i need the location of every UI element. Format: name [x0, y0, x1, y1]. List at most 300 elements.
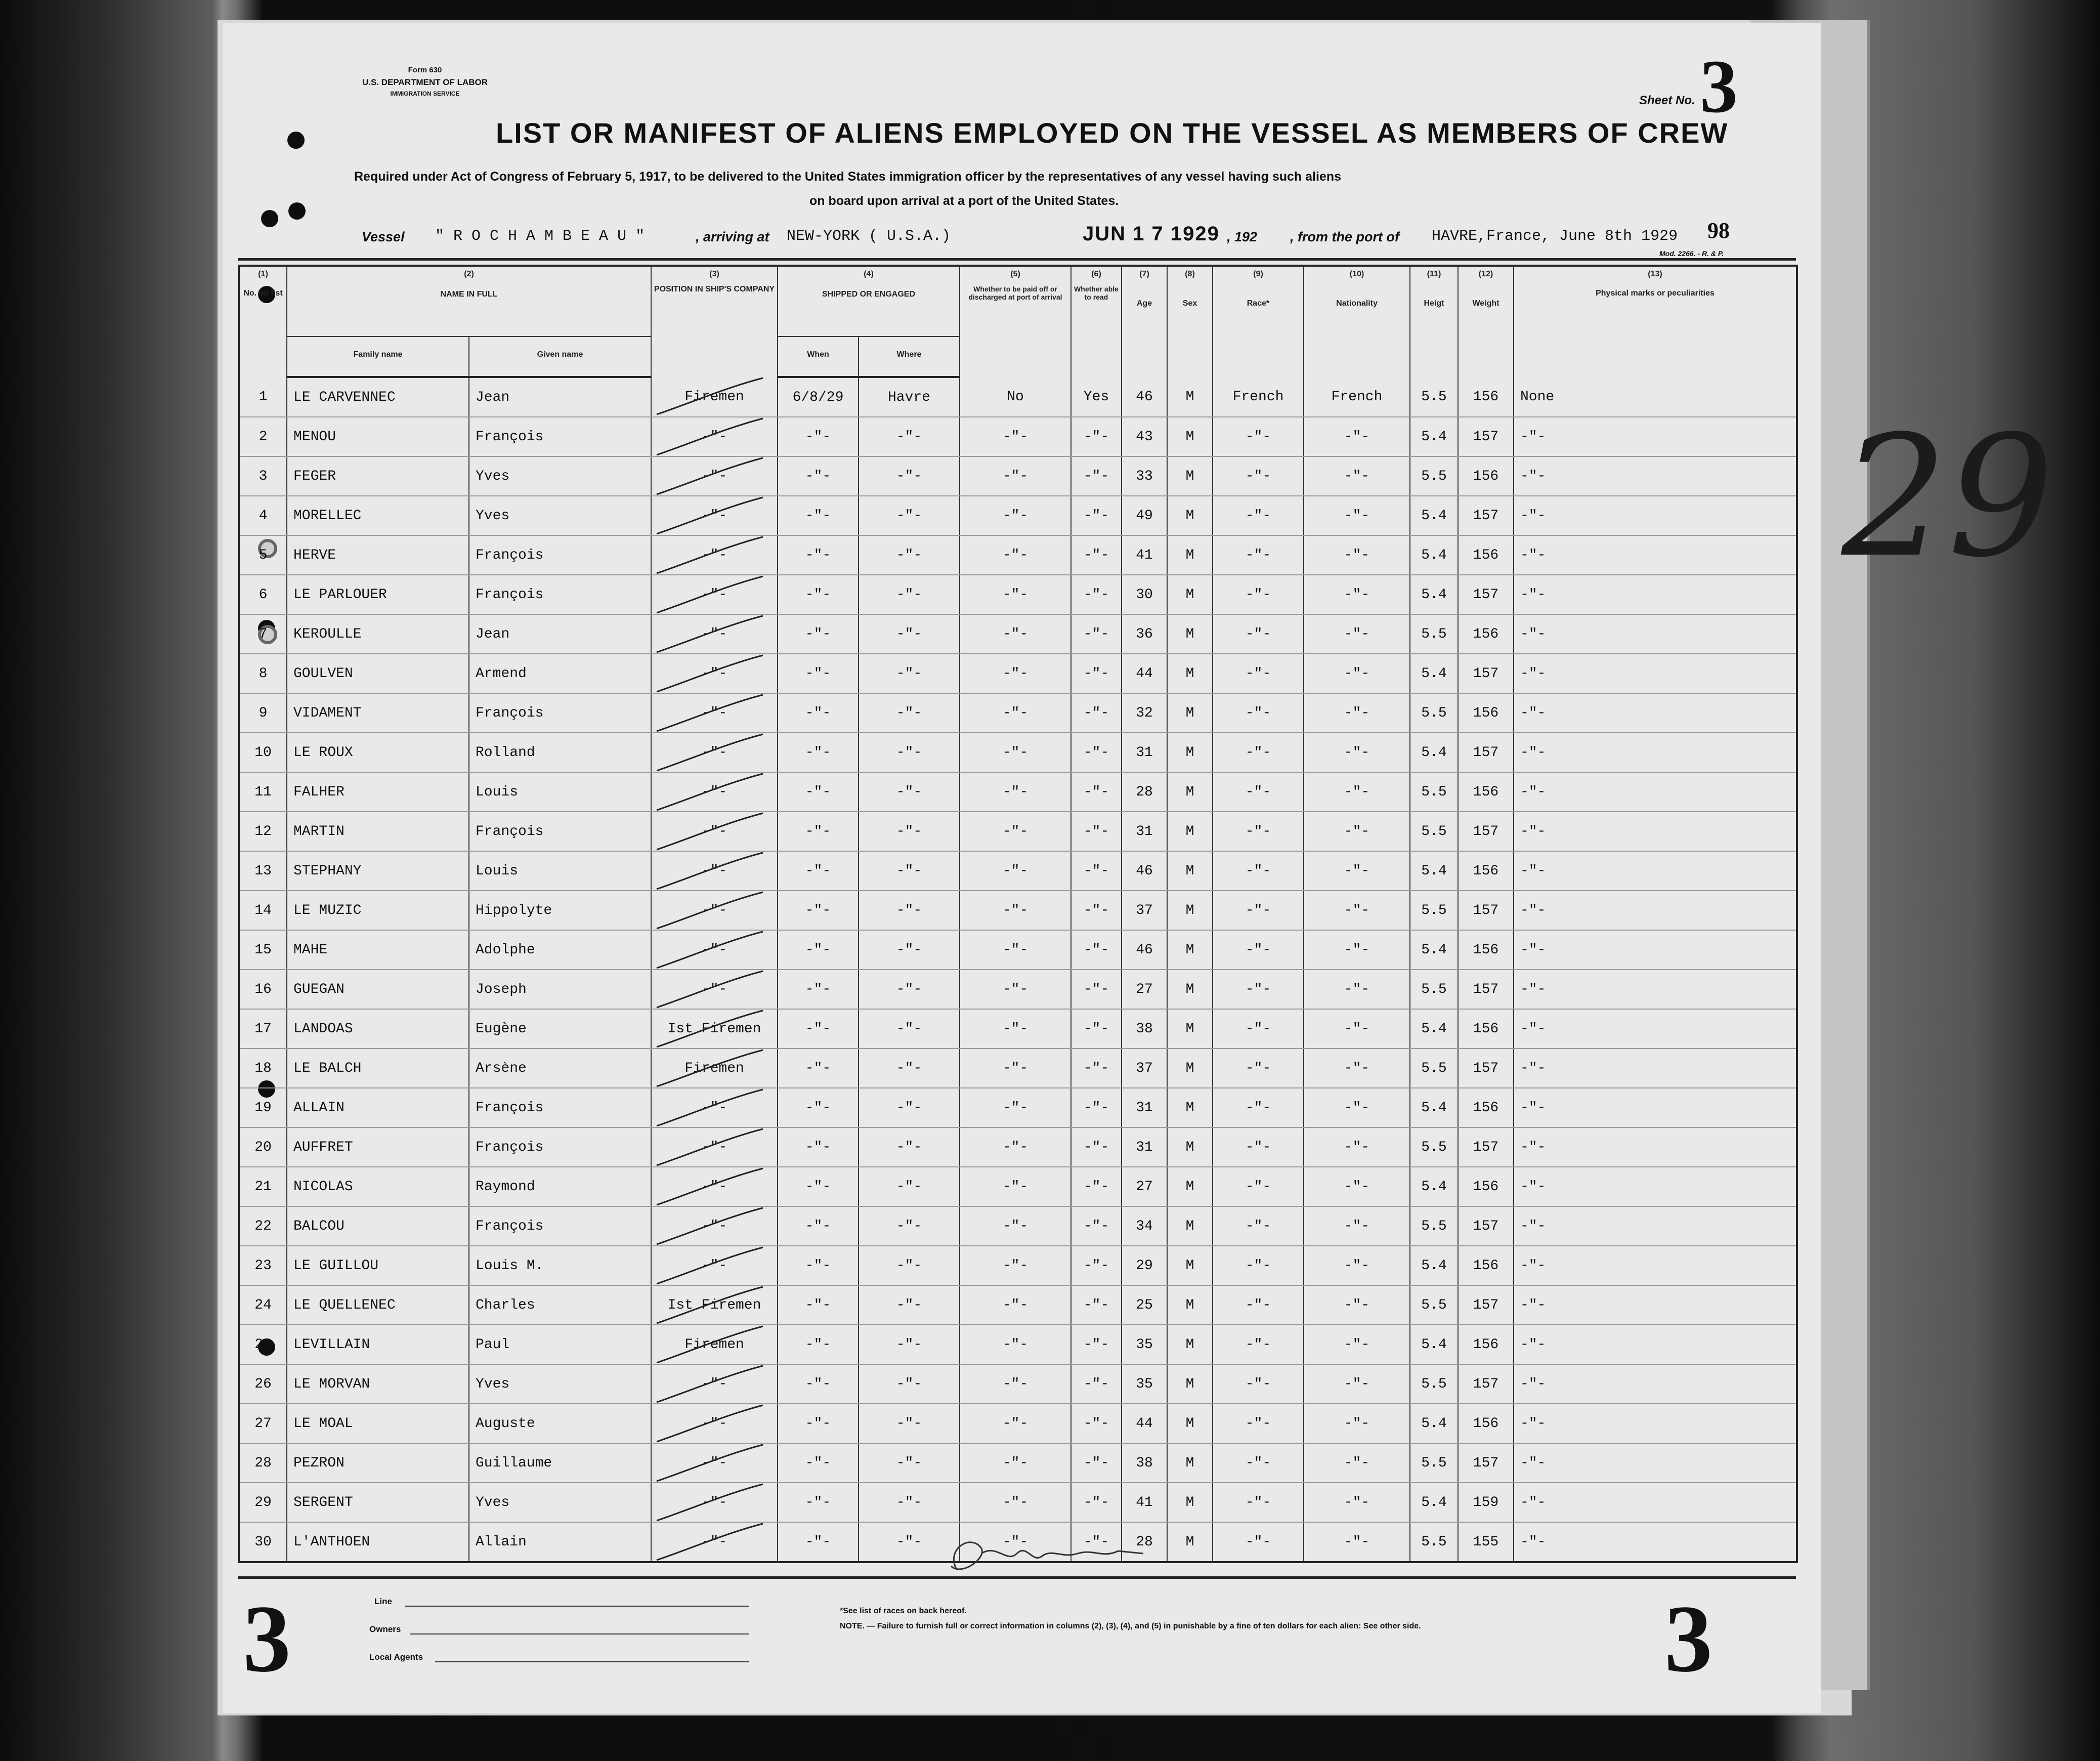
- col-header-paid-off: (5) Whether to be paid off or discharged at port of arrival: [960, 266, 1071, 377]
- cell-race: -"-: [1213, 1325, 1304, 1364]
- cell-able-to-read: -"-: [1071, 1049, 1122, 1088]
- cell-weight: 156: [1458, 1246, 1514, 1285]
- cell-nationality: -"-: [1304, 1325, 1410, 1364]
- cell-shipped-when: -"-: [778, 614, 859, 654]
- cell-sex: M: [1167, 1049, 1213, 1088]
- cell-given-name: Louis: [469, 851, 651, 891]
- cell-race: -"-: [1213, 851, 1304, 891]
- cell-given-name: Yves: [469, 456, 651, 496]
- cell-position: -"-: [651, 614, 778, 654]
- cell-position: -"-: [651, 575, 778, 614]
- cell-age: 32: [1122, 693, 1167, 733]
- cell-given-name: Arsène: [469, 1049, 651, 1088]
- cell-family-name: STEPHANY: [287, 851, 469, 891]
- cell-paid-off: -"-: [960, 1522, 1071, 1562]
- cell-physical-marks: -"-: [1514, 851, 1797, 891]
- cell-given-name: François: [469, 575, 651, 614]
- cell-race: -"-: [1213, 654, 1304, 693]
- cell-shipped-where: -"-: [859, 575, 960, 614]
- cell-shipped-where: -"-: [859, 1167, 960, 1206]
- check-mark-icon: [652, 1444, 778, 1482]
- table-row: [239, 575, 1797, 614]
- cell-race: -"-: [1213, 1404, 1304, 1443]
- cell-row-number: 7: [239, 614, 287, 654]
- check-mark-icon: [652, 1010, 778, 1048]
- cell-weight: 157: [1458, 417, 1514, 456]
- cell-shipped-when: -"-: [778, 1443, 859, 1483]
- mod-note: Mod. 2266. - R. & P.: [1659, 249, 1724, 258]
- table-row: [239, 535, 1797, 575]
- cell-physical-marks: -"-: [1514, 693, 1797, 733]
- cell-able-to-read: -"-: [1071, 1483, 1122, 1522]
- vessel-label: Vessel: [362, 229, 405, 244]
- cell-height: 5.4: [1410, 851, 1458, 891]
- punch-hole: [261, 210, 278, 227]
- cell-physical-marks: -"-: [1514, 496, 1797, 535]
- cell-race: -"-: [1213, 575, 1304, 614]
- cell-weight: 156: [1458, 1088, 1514, 1127]
- cell-age: 30: [1122, 575, 1167, 614]
- cell-nationality: -"-: [1304, 456, 1410, 496]
- cell-shipped-where: Havre: [859, 377, 960, 417]
- cell-family-name: BALCOU: [287, 1206, 469, 1246]
- col-header-name: (2) NAME IN FULL: [287, 266, 651, 337]
- cell-able-to-read: -"-: [1071, 970, 1122, 1009]
- cell-weight: 157: [1458, 1443, 1514, 1483]
- cell-physical-marks: None: [1514, 377, 1797, 417]
- cell-race: -"-: [1213, 1246, 1304, 1285]
- cell-age: 44: [1122, 654, 1167, 693]
- cell-race: -"-: [1213, 417, 1304, 456]
- cell-race: -"-: [1213, 496, 1304, 535]
- cell-height: 5.4: [1410, 1088, 1458, 1127]
- check-mark-icon: [652, 457, 778, 495]
- cell-position: -"-: [651, 1522, 778, 1562]
- manifest-rows: [239, 377, 1797, 1562]
- check-mark-icon: [652, 1325, 778, 1364]
- cell-age: 46: [1122, 851, 1167, 891]
- cell-height: 5.4: [1410, 1483, 1458, 1522]
- cell-family-name: FALHER: [287, 772, 469, 812]
- cell-row-number: 3: [239, 456, 287, 496]
- cell-position: -"-: [651, 812, 778, 851]
- cell-position: -"-: [651, 693, 778, 733]
- cell-height: 5.4: [1410, 417, 1458, 456]
- cell-position: -"-: [651, 417, 778, 456]
- cell-row-number: 1: [239, 377, 287, 417]
- table-row: [239, 1127, 1797, 1167]
- cell-shipped-when: -"-: [778, 1206, 859, 1246]
- cell-row-number: 19: [239, 1088, 287, 1127]
- cell-paid-off: -"-: [960, 812, 1071, 851]
- cell-age: 38: [1122, 1443, 1167, 1483]
- cell-family-name: PEZRON: [287, 1443, 469, 1483]
- cell-given-name: Yves: [469, 1483, 651, 1522]
- cell-paid-off: -"-: [960, 1325, 1071, 1364]
- cell-family-name: SERGENT: [287, 1483, 469, 1522]
- cell-given-name: Louis M.: [469, 1246, 651, 1285]
- cell-weight: 157: [1458, 1049, 1514, 1088]
- cell-sex: M: [1167, 891, 1213, 930]
- cell-physical-marks: -"-: [1514, 970, 1797, 1009]
- cell-weight: 156: [1458, 1404, 1514, 1443]
- table-row: [239, 417, 1797, 456]
- table-row: [239, 851, 1797, 891]
- table-row: [239, 654, 1797, 693]
- cell-paid-off: No: [960, 377, 1071, 417]
- cell-height: 5.5: [1410, 1285, 1458, 1325]
- cell-physical-marks: -"-: [1514, 1206, 1797, 1246]
- check-mark-icon: [652, 417, 778, 456]
- cell-race: -"-: [1213, 812, 1304, 851]
- col-header-physical-marks: (13) Physical marks or peculiarities: [1514, 266, 1797, 377]
- cell-shipped-when: -"-: [778, 1049, 859, 1088]
- cell-sex: M: [1167, 1167, 1213, 1206]
- cell-family-name: HERVE: [287, 535, 469, 575]
- cell-paid-off: -"-: [960, 535, 1071, 575]
- cell-physical-marks: -"-: [1514, 654, 1797, 693]
- cell-able-to-read: -"-: [1071, 1404, 1122, 1443]
- subtitle-line-2: on board upon arrival at a port of the United States.: [809, 194, 1119, 208]
- cell-position: -"-: [651, 772, 778, 812]
- cell-paid-off: -"-: [960, 1364, 1071, 1404]
- cell-weight: 157: [1458, 970, 1514, 1009]
- cell-family-name: LE QUELLENEC: [287, 1285, 469, 1325]
- cell-able-to-read: -"-: [1071, 1325, 1122, 1364]
- cell-row-number: 28: [239, 1443, 287, 1483]
- table-row: [239, 456, 1797, 496]
- cell-family-name: VIDAMENT: [287, 693, 469, 733]
- cell-shipped-when: -"-: [778, 1127, 859, 1167]
- cell-nationality: -"-: [1304, 575, 1410, 614]
- cell-physical-marks: -"-: [1514, 733, 1797, 772]
- cell-row-number: 26: [239, 1364, 287, 1404]
- cell-sex: M: [1167, 1404, 1213, 1443]
- cell-shipped-when: -"-: [778, 812, 859, 851]
- cell-race: -"-: [1213, 772, 1304, 812]
- cell-age: 49: [1122, 496, 1167, 535]
- cell-height: 5.4: [1410, 930, 1458, 970]
- cell-nationality: French: [1304, 377, 1410, 417]
- cell-family-name: MORELLEC: [287, 496, 469, 535]
- cell-shipped-when: -"-: [778, 456, 859, 496]
- cell-shipped-when: -"-: [778, 1246, 859, 1285]
- page-number: 98: [1707, 218, 1730, 243]
- cell-able-to-read: -"-: [1071, 1246, 1122, 1285]
- cell-weight: 155: [1458, 1522, 1514, 1562]
- cell-sex: M: [1167, 1246, 1213, 1285]
- cell-weight: 156: [1458, 535, 1514, 575]
- cell-height: 5.4: [1410, 1404, 1458, 1443]
- cell-given-name: Louis: [469, 772, 651, 812]
- cell-physical-marks: -"-: [1514, 1483, 1797, 1522]
- table-row: [239, 496, 1797, 535]
- cell-nationality: -"-: [1304, 772, 1410, 812]
- cell-shipped-when: -"-: [778, 496, 859, 535]
- cell-race: -"-: [1213, 535, 1304, 575]
- cell-given-name: Guillaume: [469, 1443, 651, 1483]
- cell-able-to-read: -"-: [1071, 1206, 1122, 1246]
- cell-height: 5.5: [1410, 377, 1458, 417]
- penalty-note: NOTE. — Failure to furnish full or correct information in columns (2), (3), (4), and (5) in punishable by a fine of ten dollars for each alien: See other side.: [840, 1622, 1421, 1630]
- cell-given-name: Yves: [469, 496, 651, 535]
- cell-paid-off: -"-: [960, 772, 1071, 812]
- crew-manifest-table: [238, 265, 1798, 1563]
- cell-able-to-read: -"-: [1071, 1167, 1122, 1206]
- date-stamp: JUN 1 7 1929: [1083, 223, 1220, 245]
- table-row: [239, 1285, 1797, 1325]
- cell-height: 5.4: [1410, 1246, 1458, 1285]
- cell-shipped-when: -"-: [778, 1364, 859, 1404]
- cell-position: -"-: [651, 1404, 778, 1443]
- header-rule: [238, 258, 1796, 261]
- corner-sheet-number-left: 3: [243, 1586, 291, 1692]
- table-row: [239, 377, 1797, 417]
- cell-height: 5.5: [1410, 1127, 1458, 1167]
- check-mark-icon: [652, 931, 778, 969]
- cell-row-number: 12: [239, 812, 287, 851]
- cell-position: -"-: [651, 1206, 778, 1246]
- cell-nationality: -"-: [1304, 1443, 1410, 1483]
- cell-paid-off: -"-: [960, 851, 1071, 891]
- cell-age: 43: [1122, 417, 1167, 456]
- check-mark-icon: [652, 1049, 778, 1087]
- cell-position: Firemen: [651, 377, 778, 417]
- cell-shipped-where: -"-: [859, 693, 960, 733]
- cell-age: 44: [1122, 1404, 1167, 1443]
- cell-age: 33: [1122, 456, 1167, 496]
- check-mark-icon: [652, 970, 778, 1009]
- cell-position: -"-: [651, 1127, 778, 1167]
- cell-age: 25: [1122, 1285, 1167, 1325]
- cell-shipped-when: -"-: [778, 654, 859, 693]
- cell-weight: 156: [1458, 1167, 1514, 1206]
- cell-row-number: 22: [239, 1206, 287, 1246]
- cell-physical-marks: -"-: [1514, 1127, 1797, 1167]
- cell-able-to-read: -"-: [1071, 1522, 1122, 1562]
- cell-weight: 157: [1458, 1285, 1514, 1325]
- check-mark-icon: [652, 1523, 778, 1561]
- page-title: LIST OR MANIFEST OF ALIENS EMPLOYED ON THE VESSEL AS MEMBERS OF CREW: [496, 117, 1729, 149]
- cell-able-to-read: -"-: [1071, 575, 1122, 614]
- cell-paid-off: -"-: [960, 654, 1071, 693]
- check-mark-icon: [652, 1128, 778, 1166]
- form-number: Form 630: [408, 66, 442, 74]
- cell-height: 5.5: [1410, 456, 1458, 496]
- cell-height: 5.5: [1410, 1364, 1458, 1404]
- cell-physical-marks: -"-: [1514, 772, 1797, 812]
- cell-race: -"-: [1213, 1049, 1304, 1088]
- cell-shipped-when: -"-: [778, 1483, 859, 1522]
- cell-able-to-read: -"-: [1071, 1009, 1122, 1049]
- cell-shipped-when: -"-: [778, 575, 859, 614]
- cell-given-name: Allain: [469, 1522, 651, 1562]
- cell-row-number: 23: [239, 1246, 287, 1285]
- cell-paid-off: -"-: [960, 456, 1071, 496]
- check-mark-icon: [652, 1365, 778, 1403]
- owners-label: Owners: [369, 1624, 401, 1634]
- cell-paid-off: -"-: [960, 1127, 1071, 1167]
- line-label: Line: [374, 1597, 392, 1606]
- cell-sex: M: [1167, 377, 1213, 417]
- cell-family-name: LE MORVAN: [287, 1364, 469, 1404]
- check-mark-icon: [652, 575, 778, 614]
- check-mark-icon: [652, 852, 778, 890]
- cell-given-name: Jean: [469, 614, 651, 654]
- cell-sex: M: [1167, 1285, 1213, 1325]
- cell-row-number: 14: [239, 891, 287, 930]
- cell-physical-marks: -"-: [1514, 930, 1797, 970]
- cell-physical-marks: -"-: [1514, 1049, 1797, 1088]
- cell-height: 5.4: [1410, 1325, 1458, 1364]
- cell-shipped-where: -"-: [859, 1483, 960, 1522]
- cell-shipped-where: -"-: [859, 1009, 960, 1049]
- cell-row-number: 17: [239, 1009, 287, 1049]
- cell-given-name: Yves: [469, 1364, 651, 1404]
- race-footnote: *See list of races on back hereof.: [840, 1607, 967, 1615]
- cell-weight: 157: [1458, 1127, 1514, 1167]
- cell-nationality: -"-: [1304, 1009, 1410, 1049]
- cell-position: -"-: [651, 654, 778, 693]
- cell-given-name: Jean: [469, 377, 651, 417]
- table-row: [239, 812, 1797, 851]
- cell-paid-off: -"-: [960, 1483, 1071, 1522]
- cell-paid-off: -"-: [960, 1285, 1071, 1325]
- cell-race: -"-: [1213, 693, 1304, 733]
- cell-shipped-where: -"-: [859, 1325, 960, 1364]
- cell-age: 37: [1122, 1049, 1167, 1088]
- check-mark-icon: [652, 891, 778, 930]
- col-header-family-name: Family name: [287, 337, 469, 377]
- table-row: [239, 614, 1797, 654]
- cell-shipped-where: -"-: [859, 812, 960, 851]
- cell-height: 5.5: [1410, 970, 1458, 1009]
- cell-sex: M: [1167, 1483, 1213, 1522]
- cell-given-name: François: [469, 1206, 651, 1246]
- cell-physical-marks: -"-: [1514, 1325, 1797, 1364]
- punch-hole: [287, 132, 305, 149]
- cell-shipped-where: -"-: [859, 1049, 960, 1088]
- cell-sex: M: [1167, 1325, 1213, 1364]
- cell-paid-off: -"-: [960, 575, 1071, 614]
- cell-weight: 156: [1458, 930, 1514, 970]
- cell-family-name: MAHE: [287, 930, 469, 970]
- cell-physical-marks: -"-: [1514, 575, 1797, 614]
- cell-physical-marks: -"-: [1514, 1285, 1797, 1325]
- cell-position: -"-: [651, 1167, 778, 1206]
- cell-row-number: 24: [239, 1285, 287, 1325]
- cell-weight: 157: [1458, 1364, 1514, 1404]
- table-row: [239, 970, 1797, 1009]
- cell-weight: 156: [1458, 377, 1514, 417]
- cell-sex: M: [1167, 614, 1213, 654]
- cell-sex: M: [1167, 496, 1213, 535]
- cell-row-number: 11: [239, 772, 287, 812]
- col-header-nationality: (10) Nationality: [1304, 266, 1410, 377]
- cell-weight: 157: [1458, 654, 1514, 693]
- cell-age: 46: [1122, 377, 1167, 417]
- col-header-race: (9) Race*: [1213, 266, 1304, 377]
- cell-shipped-when: -"-: [778, 930, 859, 970]
- cell-race: -"-: [1213, 1088, 1304, 1127]
- cell-physical-marks: -"-: [1514, 1364, 1797, 1404]
- cell-race: -"-: [1213, 456, 1304, 496]
- cell-nationality: -"-: [1304, 930, 1410, 970]
- check-mark-icon: [652, 1088, 778, 1127]
- punch-hole: [288, 202, 306, 220]
- check-mark-icon: [652, 812, 778, 851]
- cell-row-number: 27: [239, 1404, 287, 1443]
- cell-nationality: -"-: [1304, 733, 1410, 772]
- cell-paid-off: -"-: [960, 693, 1071, 733]
- cell-shipped-where: -"-: [859, 1088, 960, 1127]
- check-mark-icon: [652, 1286, 778, 1324]
- cell-age: 36: [1122, 614, 1167, 654]
- cell-physical-marks: -"-: [1514, 614, 1797, 654]
- table-row: [239, 930, 1797, 970]
- check-mark-icon: [652, 536, 778, 574]
- cell-shipped-where: -"-: [859, 733, 960, 772]
- cell-weight: 156: [1458, 456, 1514, 496]
- cell-family-name: KEROULLE: [287, 614, 469, 654]
- cell-physical-marks: -"-: [1514, 1246, 1797, 1285]
- cell-height: 5.5: [1410, 1206, 1458, 1246]
- cell-given-name: Raymond: [469, 1167, 651, 1206]
- col-header-age: (7) Age: [1122, 266, 1167, 377]
- cell-shipped-where: -"-: [859, 614, 960, 654]
- col-header-able-to-read: (6) Whether able to read: [1071, 266, 1122, 377]
- cell-shipped-when: -"-: [778, 1285, 859, 1325]
- cell-family-name: LEVILLAIN: [287, 1325, 469, 1364]
- corner-sheet-number-right: 3: [1664, 1586, 1712, 1692]
- cell-race: -"-: [1213, 1443, 1304, 1483]
- cell-given-name: François: [469, 417, 651, 456]
- table-row: [239, 1364, 1797, 1404]
- cell-able-to-read: -"-: [1071, 1443, 1122, 1483]
- owners-field: [410, 1633, 749, 1634]
- cell-height: 5.5: [1410, 891, 1458, 930]
- cell-position: -"-: [651, 1088, 778, 1127]
- cell-family-name: LE MUZIC: [287, 891, 469, 930]
- cell-nationality: -"-: [1304, 1246, 1410, 1285]
- table-row: [239, 1483, 1797, 1522]
- table-row: [239, 1246, 1797, 1285]
- cell-paid-off: -"-: [960, 1009, 1071, 1049]
- cell-able-to-read: -"-: [1071, 812, 1122, 851]
- cell-paid-off: -"-: [960, 1404, 1071, 1443]
- cell-able-to-read: -"-: [1071, 851, 1122, 891]
- check-mark-icon: [652, 615, 778, 653]
- table-row: [239, 1206, 1797, 1246]
- check-mark-icon: [652, 654, 778, 693]
- cell-sex: M: [1167, 693, 1213, 733]
- table-row: [239, 1404, 1797, 1443]
- cell-physical-marks: -"-: [1514, 456, 1797, 496]
- cell-shipped-where: -"-: [859, 417, 960, 456]
- table-row: [239, 772, 1797, 812]
- cell-given-name: François: [469, 1127, 651, 1167]
- cell-able-to-read: -"-: [1071, 693, 1122, 733]
- cell-able-to-read: -"-: [1071, 1364, 1122, 1404]
- cell-race: -"-: [1213, 733, 1304, 772]
- cell-shipped-when: -"-: [778, 851, 859, 891]
- table-row: [239, 1009, 1797, 1049]
- check-mark-icon: [652, 1483, 778, 1522]
- department-name: U.S. DEPARTMENT OF LABOR: [362, 77, 488, 87]
- cell-shipped-where: -"-: [859, 1443, 960, 1483]
- cell-shipped-where: -"-: [859, 970, 960, 1009]
- cell-position: -"-: [651, 1443, 778, 1483]
